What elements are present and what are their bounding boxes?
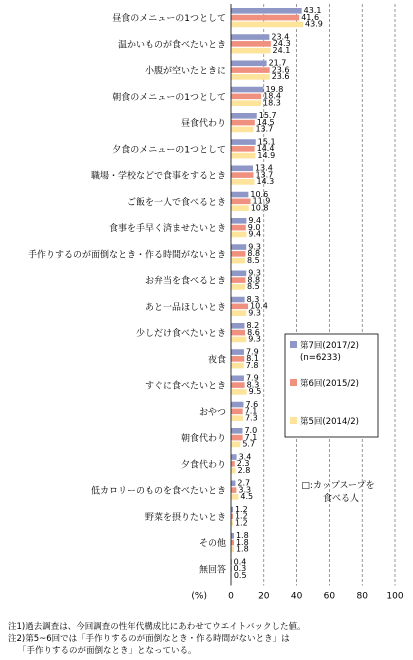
data-label: 0.4 xyxy=(233,557,247,567)
bar xyxy=(231,153,255,159)
category-label: 小腹が空いたときに xyxy=(144,66,226,77)
legend-swatch xyxy=(290,417,297,424)
bar xyxy=(231,297,245,303)
category-label: 夕食代わり xyxy=(180,460,226,471)
bar xyxy=(231,323,244,329)
data-label: 2.7 xyxy=(237,478,251,488)
category-label: 食事を手早く済ませたいとき xyxy=(108,224,226,235)
bar xyxy=(231,61,267,67)
data-label: 24.1 xyxy=(272,45,291,55)
data-label: 23.6 xyxy=(271,72,290,82)
bar xyxy=(231,172,253,178)
bar xyxy=(231,258,245,264)
category-label: ご飯を一人で食べるとき xyxy=(126,197,226,208)
data-label: 13.7 xyxy=(255,170,274,180)
bar xyxy=(231,402,243,408)
data-label: 3.4 xyxy=(238,452,252,462)
legend-label: 第7回(2017/2) xyxy=(300,341,359,351)
annotation-line-1: □:カップスープを xyxy=(301,481,375,491)
bar xyxy=(231,166,253,172)
data-label: 43.9 xyxy=(304,19,323,29)
bar xyxy=(231,232,246,238)
data-label: 19.8 xyxy=(265,84,284,94)
bar xyxy=(231,146,255,152)
data-label: 8.5 xyxy=(246,255,260,265)
annotation xyxy=(301,480,374,504)
data-label: 14.9 xyxy=(257,150,276,160)
data-label: 1.8 xyxy=(235,531,249,540)
data-label: 43.1 xyxy=(303,6,322,15)
data-label: 10.4 xyxy=(250,301,268,311)
legend-note: (n=6233) xyxy=(300,353,341,363)
data-label: 18.4 xyxy=(263,91,281,101)
bar xyxy=(231,454,237,460)
data-label: 10.6 xyxy=(250,189,269,199)
data-label: 15.7 xyxy=(258,111,277,120)
data-label: 24.3 xyxy=(272,39,291,49)
data-label: 2.8 xyxy=(237,465,251,475)
bar xyxy=(231,94,261,100)
data-label: 7.6 xyxy=(245,399,259,409)
data-label: 1.2 xyxy=(234,504,248,514)
bar xyxy=(231,428,242,434)
data-label: 23.6 xyxy=(271,65,290,75)
bar xyxy=(231,304,248,310)
legend-swatch xyxy=(290,341,297,348)
data-label: 7.0 xyxy=(244,426,258,435)
bar xyxy=(231,199,251,205)
bar xyxy=(231,87,263,93)
bar xyxy=(231,67,270,73)
bar xyxy=(231,337,246,343)
data-label: 14.4 xyxy=(256,144,275,154)
data-label: 7.9 xyxy=(245,347,259,357)
data-label: 8.3 xyxy=(246,380,260,390)
category-label: おやつ xyxy=(198,407,226,418)
data-label: 1.8 xyxy=(235,544,249,554)
x-tick-label: 100 xyxy=(386,591,404,602)
data-label: 9.3 xyxy=(248,242,261,252)
bar xyxy=(231,15,299,21)
bar xyxy=(231,349,244,355)
data-label: 9.3 xyxy=(248,334,261,344)
data-label: 4.5 xyxy=(240,492,254,502)
data-label: 18.3 xyxy=(263,98,281,108)
bar xyxy=(231,363,244,369)
annotation-line-2: 食べる人 xyxy=(322,494,360,504)
footnote-2: 注2)第5~6回では「手作りするのが面倒なとき・作る時間がないとき」は xyxy=(8,634,290,644)
category-labels xyxy=(28,12,226,575)
data-label: 21.7 xyxy=(268,58,287,68)
category-label: あと一品ほしいとき xyxy=(144,302,226,313)
data-label: 10.8 xyxy=(250,203,269,213)
data-label: 8.2 xyxy=(246,321,260,330)
bar xyxy=(231,468,236,474)
data-label: 1.8 xyxy=(235,537,249,547)
data-label: 9.5 xyxy=(248,387,262,397)
category-label: 低カロリーのものを食べたいとき xyxy=(90,486,226,497)
data-label: 13.4 xyxy=(254,163,273,173)
data-label: 8.6 xyxy=(247,327,260,337)
data-label: 14.3 xyxy=(256,177,275,187)
bar xyxy=(231,179,254,185)
bar xyxy=(231,284,245,290)
bar xyxy=(231,225,246,231)
x-tick-label: 20 xyxy=(258,591,270,602)
bar xyxy=(231,22,303,28)
bar xyxy=(231,74,270,80)
bar xyxy=(231,389,247,395)
x-tick-label: 0 xyxy=(228,591,234,602)
category-label: すぐに食べたいとき xyxy=(144,381,226,392)
data-label: 9.0 xyxy=(247,222,261,232)
data-label: 8.3 xyxy=(246,294,260,304)
x-tick-label: 40 xyxy=(290,591,303,602)
bar xyxy=(231,41,271,47)
data-label: 9.4 xyxy=(248,216,262,225)
category-label: 昼食代わり xyxy=(180,119,226,130)
data-label: 8.8 xyxy=(247,275,261,285)
data-label: 8.1 xyxy=(246,354,260,364)
bar xyxy=(231,415,243,421)
bar xyxy=(231,120,255,126)
data-label: 7.1 xyxy=(244,432,258,442)
bars xyxy=(231,6,323,580)
category-label: 朝食代わり xyxy=(180,434,226,445)
bar xyxy=(231,481,235,487)
bar xyxy=(231,487,236,493)
x-tick-label: 80 xyxy=(356,591,368,602)
data-label: 9.3 xyxy=(248,308,261,318)
category-label: 手作りするのが面倒なとき・作る時間がないとき xyxy=(27,250,226,261)
data-label: 7.1 xyxy=(244,406,258,416)
bar xyxy=(231,244,246,250)
legend-swatch xyxy=(290,379,297,386)
category-label: 野菜を摂りたいとき xyxy=(144,512,226,523)
data-label: 0.3 xyxy=(233,564,247,574)
x-tick-label: 60 xyxy=(323,591,336,602)
category-label: 昼食のメニューの1つとして xyxy=(112,14,226,25)
category-label: 無回答 xyxy=(198,565,226,576)
data-label: 8.5 xyxy=(246,282,260,292)
data-label: 9.3 xyxy=(248,268,261,278)
bar xyxy=(231,34,269,40)
category-label: 少しだけ食べたいとき xyxy=(135,329,226,340)
data-label: 8.8 xyxy=(247,249,261,259)
data-label: 11.9 xyxy=(252,196,271,206)
data-label: 14.5 xyxy=(256,117,275,127)
data-label: 9.4 xyxy=(248,229,262,239)
data-label: 0.5 xyxy=(233,570,247,580)
bar xyxy=(231,533,234,539)
legend xyxy=(285,334,378,437)
category-label: 朝食のメニューの1つとして xyxy=(112,92,226,103)
legend-label: 第5回(2014/2) xyxy=(300,417,359,427)
category-label: 職場・学校などで食事をするとき xyxy=(90,171,226,182)
category-label: 温かいものが食べたいとき xyxy=(117,40,226,51)
data-label: 1.2 xyxy=(234,518,248,528)
bar xyxy=(231,100,261,106)
bar xyxy=(231,494,238,500)
bar xyxy=(231,382,245,388)
legend-label: 第6回(2015/2) xyxy=(300,379,359,389)
data-label: 7.8 xyxy=(245,360,259,370)
data-label: 1.2 xyxy=(234,511,248,521)
data-label: 5.7 xyxy=(242,439,256,449)
data-label: 13.7 xyxy=(255,124,274,134)
bar xyxy=(231,218,246,224)
bar xyxy=(231,310,246,316)
footnote-3: 「手作りするのが面倒なとき」となっている。 xyxy=(18,646,197,656)
data-label: 7.9 xyxy=(245,373,259,383)
bar xyxy=(231,205,249,211)
bar xyxy=(231,271,246,277)
data-label: 2.3 xyxy=(236,459,250,469)
bar xyxy=(231,461,235,467)
data-label: 3.3 xyxy=(238,485,252,495)
bar xyxy=(231,547,234,553)
bar xyxy=(231,251,245,257)
data-label: 15.1 xyxy=(257,137,276,147)
bar xyxy=(231,356,244,362)
bar xyxy=(231,376,244,382)
data-label: 41.6 xyxy=(301,12,320,22)
category-label: 夕食のメニューの1つとして xyxy=(112,145,226,156)
bar xyxy=(231,442,240,448)
bar xyxy=(231,409,243,415)
bar xyxy=(231,435,243,441)
footnote-1: 注1)過去調査は、今回調査の性年代構成比にあわせてウエイトバックした値。 xyxy=(8,622,306,632)
bar xyxy=(231,8,302,14)
category-label: その他 xyxy=(198,539,226,550)
bar xyxy=(231,330,245,336)
category-label: お弁当を食べるとき xyxy=(144,276,226,287)
bar xyxy=(231,139,256,145)
bar xyxy=(231,113,257,119)
bar xyxy=(231,127,253,133)
bar xyxy=(231,540,234,546)
x-axis-unit-label: (%) xyxy=(191,591,207,602)
bar xyxy=(231,192,248,198)
data-label: 23.4 xyxy=(271,32,290,42)
bar xyxy=(231,48,271,54)
data-label: 7.3 xyxy=(244,413,258,423)
category-label: 夜食 xyxy=(207,355,226,366)
bar xyxy=(231,277,245,283)
